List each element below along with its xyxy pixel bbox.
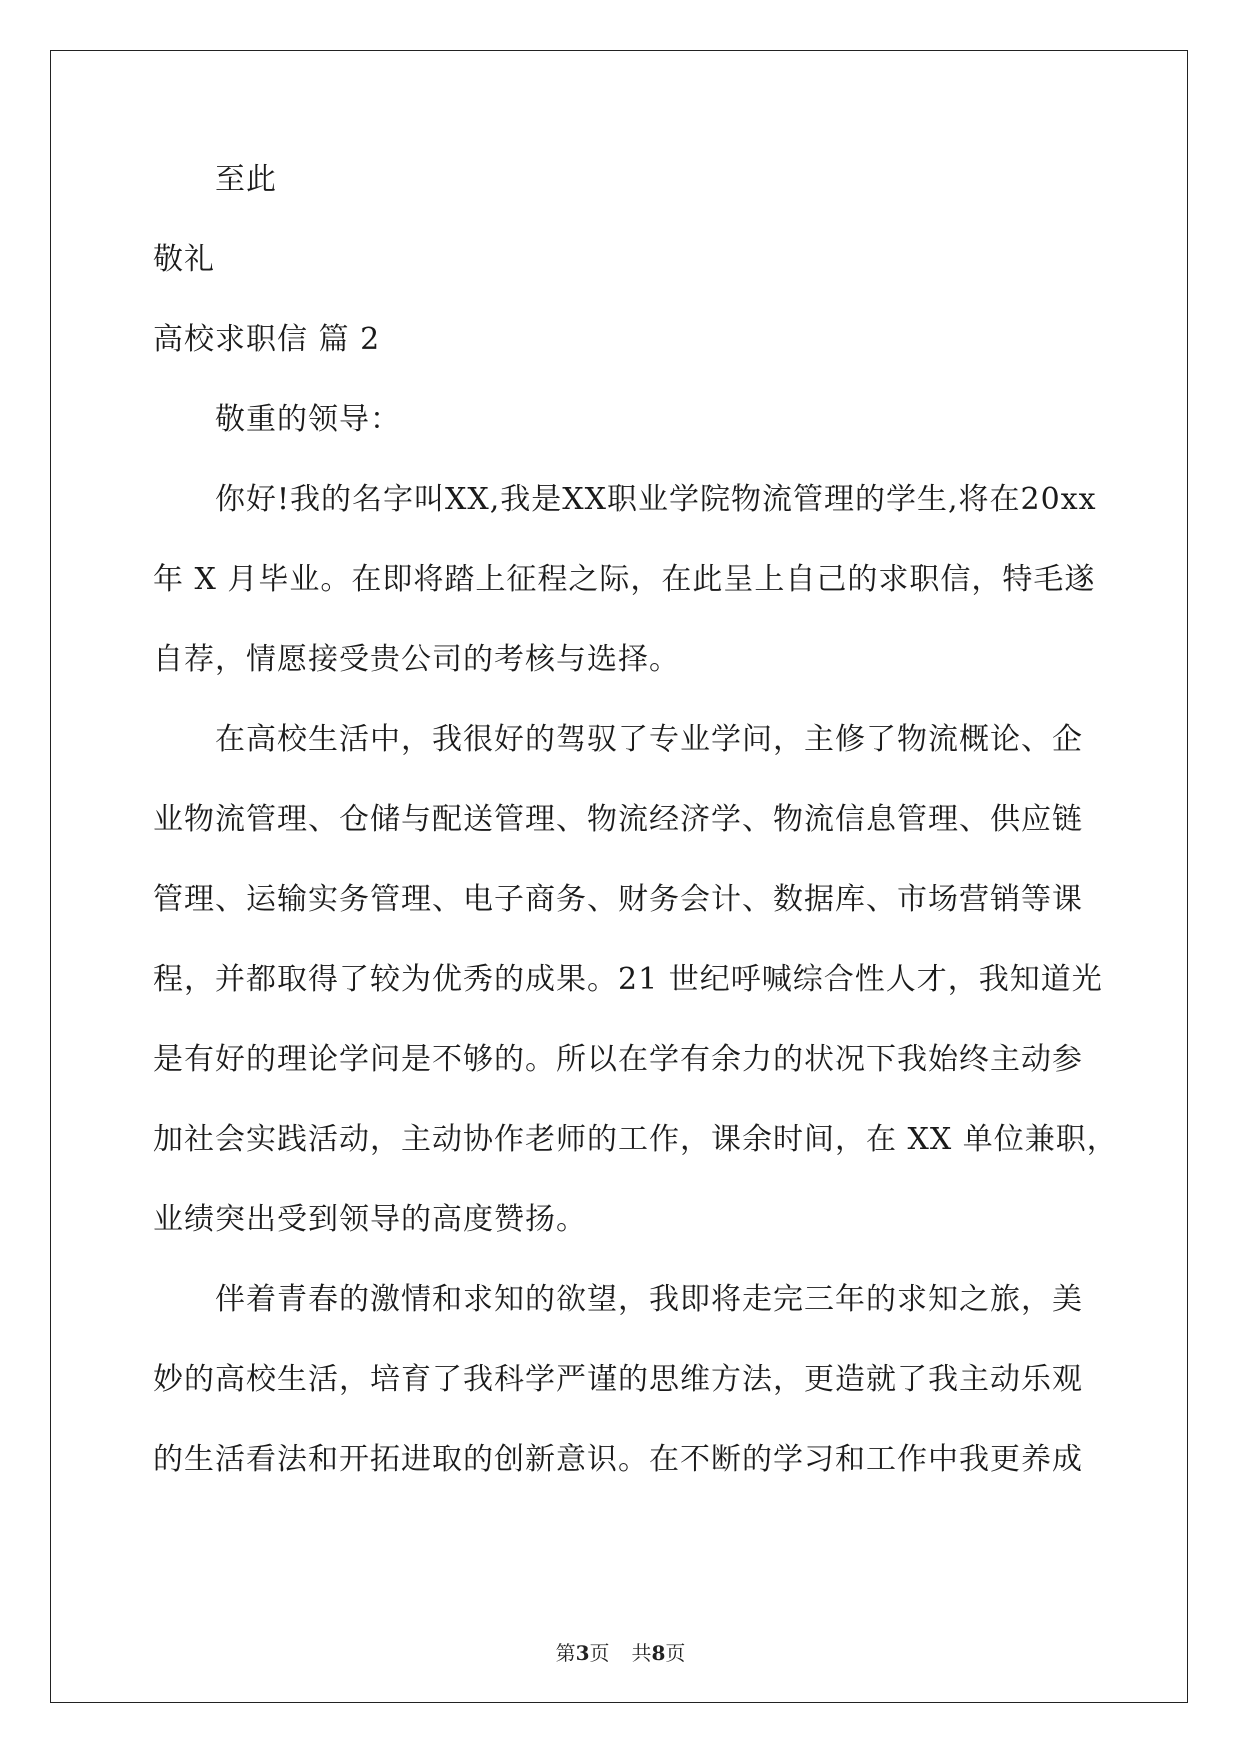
paragraph-line: 程，并都取得了较为优秀的成果。21 世纪呼喊综合性人才，我知道光 (153, 962, 1103, 997)
paragraph-line: 业绩突出受到领导的高度赞扬。 (153, 1202, 587, 1237)
paragraph-line: 的生活看法和开拓进取的创新意识。在不断的学习和工作中我更养成 (153, 1442, 1083, 1477)
paragraph-line: 自荐，情愿接受贵公司的考核与选择。 (153, 642, 680, 677)
paragraph-3 (153, 1280, 1093, 1480)
paragraph-line: 业物流管理、仓储与配送管理、物流经济学、物流信息管理、供应链 (153, 802, 1083, 837)
paragraph-line: 在高校生活中，我很好的驾驭了专业学问，主修了物流概论、企 (215, 722, 1083, 757)
page-suffix: 页 (589, 1641, 610, 1665)
page-footer (0, 1637, 1241, 1666)
paragraph-line: 是有好的理论学问是不够的。所以在学有余力的状况下我始终主动参 (153, 1042, 1083, 1077)
page-prefix: 第 (555, 1641, 576, 1665)
paragraph-line: 管理、运输实务管理、电子商务、财务会计、数据库、市场营销等课 (153, 882, 1083, 917)
paragraph-line: 加社会实践活动，主动协作老师的工作，课余时间，在 XX 单位兼职， (153, 1122, 1118, 1157)
section-title: 高校求职信 篇 2 (153, 322, 381, 357)
paragraph-2 (153, 720, 1118, 1240)
page-total: 8 (651, 1641, 666, 1665)
closing-line-1: 至此 (215, 162, 277, 197)
paragraph-line: 年 X 月毕业。在即将踏上征程之际，在此呈上自己的求职信，特毛遂 (153, 562, 1096, 597)
paragraph-line: 你好!我的名字叫XX,我是XX职业学院物流管理的学生,将在20xx (215, 482, 1097, 517)
total-prefix: 共 (631, 1641, 652, 1665)
paragraph-line: 伴着青春的激情和求知的欲望，我即将走完三年的求知之旅，美 (215, 1282, 1083, 1317)
page-current: 3 (575, 1641, 590, 1665)
salutation: 敬重的领导： (215, 402, 401, 437)
paragraph-1 (153, 480, 1097, 680)
total-suffix: 页 (665, 1641, 686, 1665)
document-body (153, 160, 1118, 1520)
paragraph-line: 妙的高校生活，培育了我科学严谨的思维方法，更造就了我主动乐观 (153, 1362, 1083, 1397)
closing-line-2: 敬礼 (153, 242, 215, 277)
